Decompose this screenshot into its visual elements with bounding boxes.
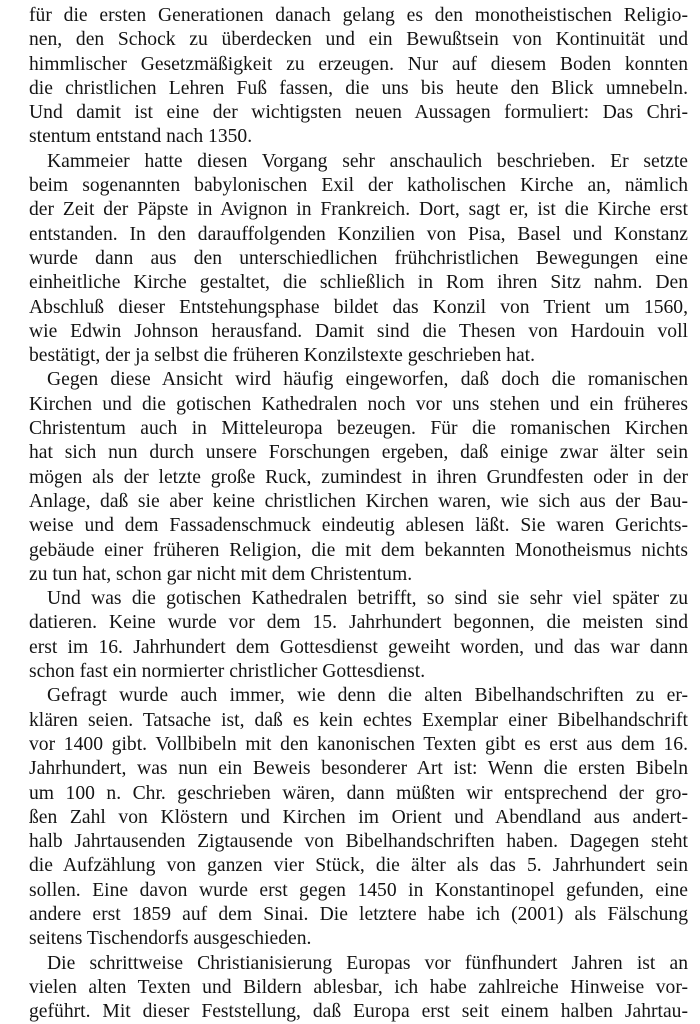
text-line: klären seien. Tatsache ist, daß es kein echtes Exemplar einer Bibelhandschrift xyxy=(29,709,688,731)
text-line: sollen. Eine davon wurde erst gegen 1450 in Konstantinopel gefunden, eine xyxy=(29,879,688,901)
text-line: weise und dem Fassadenschmuck eindeutig ablesen läßt. Sie waren Gerichts- xyxy=(29,515,688,537)
text-line: schon fast ein normierter christlicher Gottesdienst. xyxy=(29,661,426,683)
paragraph-3 xyxy=(29,368,688,587)
text-line: Und was die gotischen Kathedralen betrifft, so sind sie sehr viel später zu xyxy=(47,588,688,610)
text-line: entstanden. In den darauffolgenden Konzilien von Pisa, Basel und Konstanz xyxy=(29,223,688,245)
text-line: beim sogenannten babylonischen Exil der katholischen Kirche an, nämlich xyxy=(29,175,688,197)
text-line: bestätigt, der ja selbst die früheren Konzilstexte geschrieben hat. xyxy=(29,345,535,367)
text-line: Gegen diese Ansicht wird häufig eingeworfen, daß doch die romanischen xyxy=(47,369,688,391)
text-line: nen, den Schock zu überdecken und ein Bewußtsein von Kontinuität und xyxy=(29,29,688,51)
paragraph-6 xyxy=(29,952,688,1024)
text-line: für die ersten Generationen danach gelang es den monotheistischen Religio- xyxy=(29,5,688,26)
text-line: Jahrhundert, was nun ein Beweis besonderer Art ist: Wenn die ersten Bibeln xyxy=(29,758,688,780)
text-line: datieren. Keine wurde vor dem 15. Jahrhundert begonnen, die meisten sind xyxy=(29,612,688,634)
text-line: Abschluß dieser Entstehungsphase bildet das Konzil von Trient um 1560, xyxy=(29,296,688,318)
text-line: mögen als der letzte große Ruck, zumindest in ihren Grundfesten oder in der xyxy=(29,466,688,488)
paragraph-1 xyxy=(29,4,688,150)
text-line: um 100 n. Chr. geschrieben wären, dann müßten wir entsprechend der gro- xyxy=(29,782,688,804)
text-line: die christlichen Lehren Fuß fassen, die uns bis heute den Blick umnebeln. xyxy=(29,77,688,99)
text-line: Anlage, daß sie aber keine christlichen Kirchen waren, wie sich aus der Bau- xyxy=(29,490,688,512)
text-line: stentum entstand nach 1350. xyxy=(29,126,253,148)
text-line: Kirchen und die gotischen Kathedralen noch vor uns stehen und ein früheres xyxy=(29,393,688,415)
text-line: Und damit ist eine der wichtigsten neuen Aussagen formuliert: Das Chri- xyxy=(29,102,688,124)
paragraph-4 xyxy=(29,587,688,684)
text-line: wurde dann aus den unterschiedlichen frühchristlichen Bewegungen eine xyxy=(29,247,688,269)
text-line: wie Edwin Johnson herausfand. Damit sind die Thesen von Hardouin voll xyxy=(29,320,688,342)
text-line: seitens Tischendorfs ausgeschieden. xyxy=(29,928,312,950)
text-line: halb Jahrtausenden Zigtausende von Bibelhandschriften haben. Dagegen steht xyxy=(29,831,688,853)
text-line: vielen alten Texten und Bildern ablesbar, ich habe zahlreiche Hinweise vor- xyxy=(29,976,688,998)
text-line: die Aufzählung von ganzen vier Stück, die älter als das 5. Jahrhundert sein xyxy=(29,855,688,877)
text-line: zu tun hat, schon gar nicht mit dem Christentum. xyxy=(29,563,413,585)
text-line: vor 1400 gibt. Vollbibeln mit den kanonischen Texten gibt es erst aus dem 16. xyxy=(29,733,688,755)
text-line: Kammeier hatte diesen Vorgang sehr anschaulich beschrieben. Er setzte xyxy=(47,150,688,172)
text-line: andere erst 1859 auf dem Sinai. Die letztere habe ich (2001) als Fälschung xyxy=(29,903,688,925)
text-line: gebäude einer früheren Religion, die mit dem bekannten Monotheismus nichts xyxy=(29,539,688,561)
text-line: Gefragt wurde auch immer, wie denn die alten Bibelhandschriften zu er- xyxy=(47,685,688,707)
text-line: hat sich nun durch unsere Forschungen ergeben, daß einige zwar älter sein xyxy=(29,442,688,464)
paragraph-5 xyxy=(29,684,688,951)
text-line: erst im 16. Jahrhundert dem Gottesdienst geweiht worden, und das war dann xyxy=(29,636,688,658)
text-line: der Zeit der Päpste in Avignon in Frankreich. Dort, sagt er, ist die Kirche erst xyxy=(29,199,688,221)
text-line: Christentum auch in Mitteleuropa bezeugen. Für die romanischen Kirchen xyxy=(29,418,688,440)
text-line: himmlischer Gesetzmäßigkeit zu erzeugen. Nur auf diesem Boden konnten xyxy=(29,53,688,75)
paragraph-2 xyxy=(29,150,688,369)
text-line: ßen Zahl von Klöstern und Kirchen im Orient und Abendland aus andert- xyxy=(29,806,688,828)
text-line: geführt. Mit dieser Feststellung, daß Europa erst seit einem halben Jahrtau- xyxy=(29,1001,688,1023)
text-line: Die schrittweise Christianisierung Europas vor fünfhundert Jahren ist an xyxy=(47,952,688,974)
text-line: einheitliche Kirche gestaltet, die schließlich in Rom ihren Sitz nahm. Den xyxy=(29,272,688,294)
